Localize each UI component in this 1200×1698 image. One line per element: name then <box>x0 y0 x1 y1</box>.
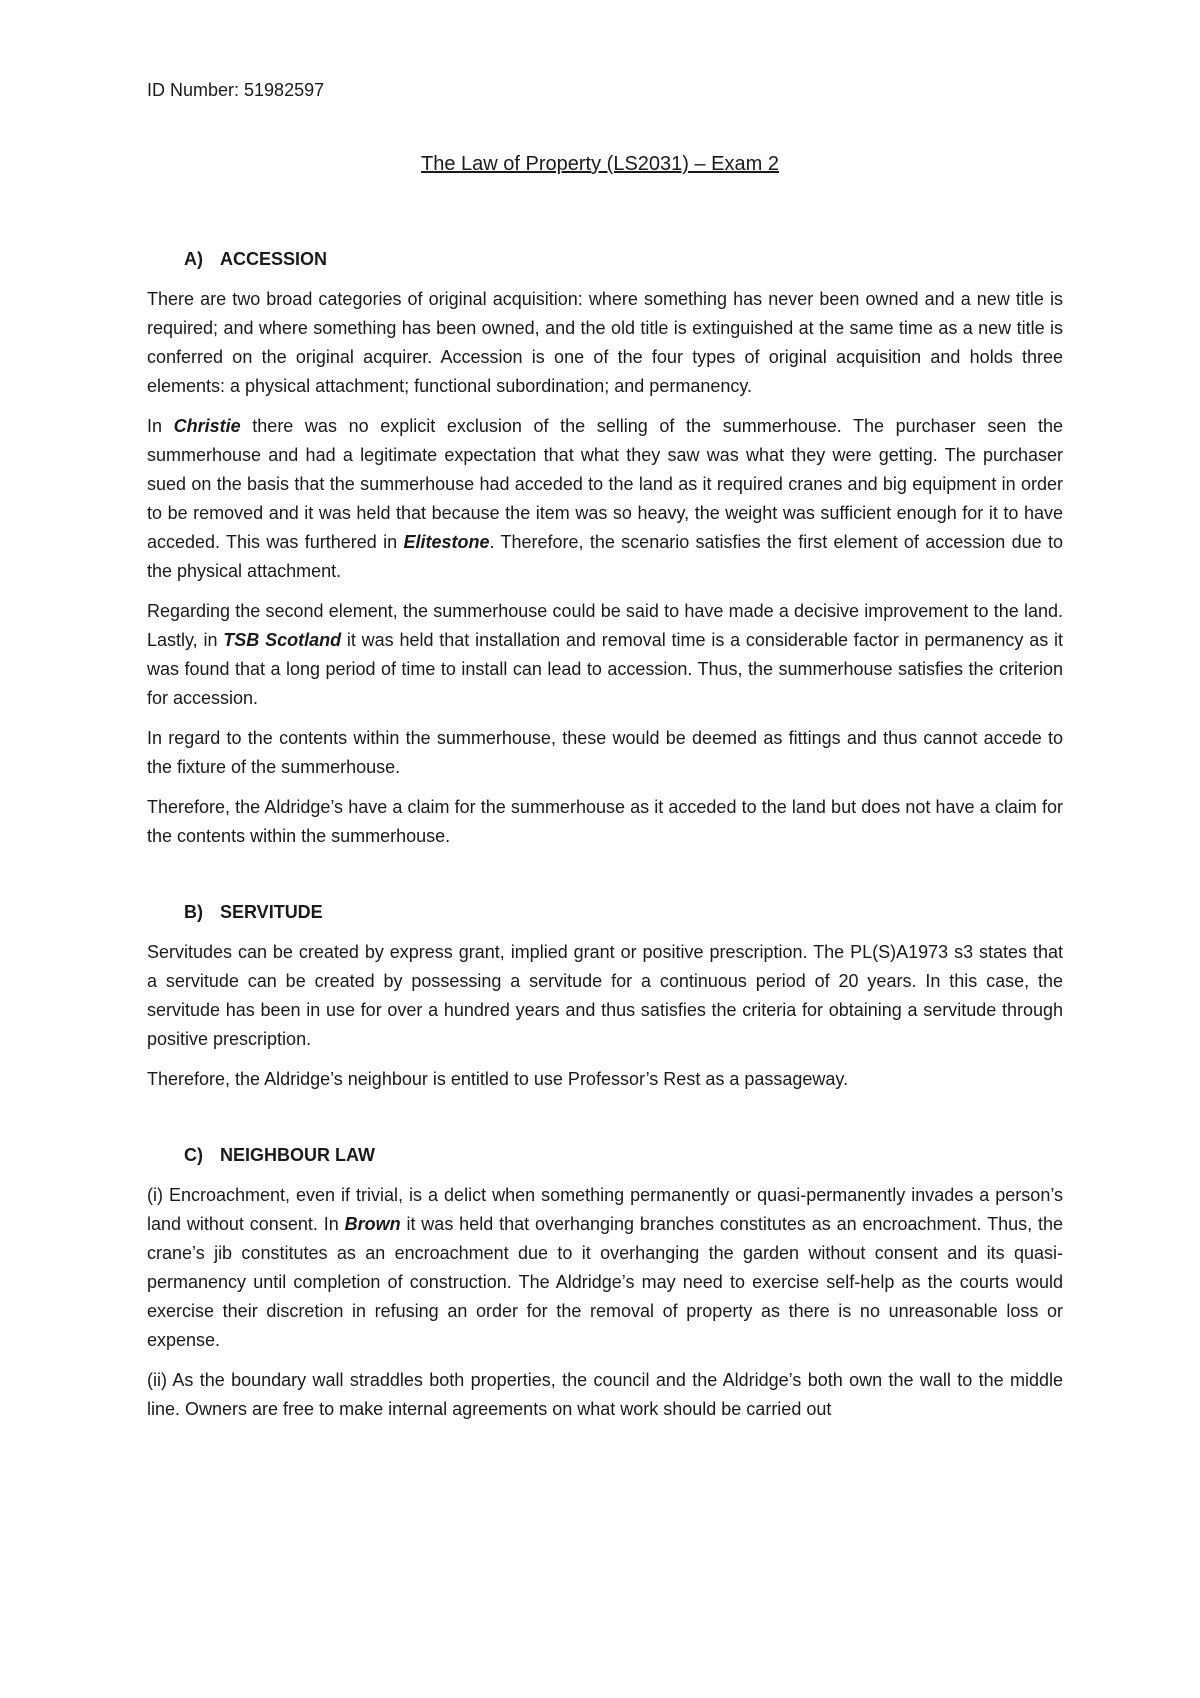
section-b-title: SERVITUDE <box>220 902 323 922</box>
case-name-brown: Brown <box>344 1214 401 1234</box>
section-c-paragraph-2: (ii) As the boundary wall straddles both properties, the council and the Aldridge’s both own the wall to the middle line. Owners are free to make internal agreements on what work should be carried out <box>147 1370 1063 1419</box>
case-name-christie: Christie <box>173 416 241 436</box>
section-c-title: NEIGHBOUR LAW <box>220 1145 375 1165</box>
section-a-paragraph-5: Therefore, the Aldridge’s have a claim for the summerhouse as it acceded to the land but does not have a claim for the contents within the summerhouse. <box>147 797 1063 846</box>
id-number: ID Number: 51982597 <box>147 80 325 100</box>
section-a-title: ACCESSION <box>220 249 328 269</box>
document-body <box>147 247 1063 1435</box>
section-a-paragraph-2 <box>147 412 1063 586</box>
text-run: . Therefore, the scenario satisfies the first element of accession due to the physical attachment. <box>147 532 1063 581</box>
section-a-heading <box>184 247 1063 271</box>
section-a-paragraph-1: There are two broad categories of original acquisition: where something has never been owned and a new title is required; and where something has been owned, and the old title is extinguished at the same time as a new title is conferred on the original acquirer. Accession is one of the four types of original acquisition and holds three elements: a physical attachment; functional subordination; and permanency. <box>147 289 1063 396</box>
section-spacer <box>147 862 1063 900</box>
case-name-tsb-scotland: TSB Scotland <box>223 630 342 650</box>
section-a-label: A) <box>184 249 203 269</box>
text-run: In <box>147 416 174 436</box>
section-b-paragraph-1: Servitudes can be created by express grant, implied grant or positive prescription. The PL(S)A1973 s3 states that a servitude can be created by possessing a servitude for a continuous period of 20 years. In this case, the servitude has been in use for over a hundred years and thus satisfies the criteria for obtaining a servitude through positive prescription. <box>147 942 1063 1049</box>
section-b-paragraph-2: Therefore, the Aldridge’s neighbour is entitled to use Professor’s Rest as a passageway. <box>147 1069 849 1089</box>
section-a-paragraph-4: In regard to the contents within the summerhouse, these would be deemed as fittings and thus cannot accede to the fixture of the summerhouse. <box>147 728 1063 777</box>
section-b-heading <box>184 900 1063 924</box>
section-a-paragraph-3 <box>147 597 1063 713</box>
section-spacer <box>147 1105 1063 1143</box>
case-name-elitestone: Elitestone <box>403 532 490 552</box>
section-c-paragraph-1 <box>147 1181 1063 1355</box>
text-run: it was held that overhanging branches constitutes as an encroachment. Thus, the crane’s jib constitutes as an encroachment due to it overhanging the garden without consent and its quasi-permanency until completion of construction. The Aldridge’s may need to exercise self-help as the courts would exercise their discretion in refusing an order for the removal of property as there is no unreasonable loss or expense. <box>147 1214 1063 1350</box>
text-run: it was held that installation and removal time is a considerable factor in permanency as it was found that a long period of time to install can lead to accession. Thus, the summerhouse satisfies the criterion for accession. <box>147 630 1064 708</box>
section-b-label: B) <box>184 902 203 922</box>
text-run: there was no explicit exclusion of the selling of the summerhouse. The purchaser seen the summerhouse and had a legitimate expectation that what they saw was what they were getting. The purchaser sued on the basis that the summerhouse had acceded to the land as it required cranes and big equipment in order to be removed and it was held that because the item was so heavy, the weight was sufficient enough for it to have acceded. This was furthered in <box>147 416 1063 552</box>
document-title: The Law of Property (LS2031) – Exam 2 <box>421 153 779 175</box>
text-run: (i) Encroachment, even if trivial, is a delict when something permanently or quasi-permanently invades a person’s land without consent. In <box>147 1185 1063 1234</box>
section-c-label: C) <box>184 1145 203 1165</box>
text-run: Regarding the second element, the summerhouse could be said to have made a decisive improvement to the land. Lastly, in <box>147 601 1063 650</box>
section-c-heading <box>184 1143 1063 1167</box>
